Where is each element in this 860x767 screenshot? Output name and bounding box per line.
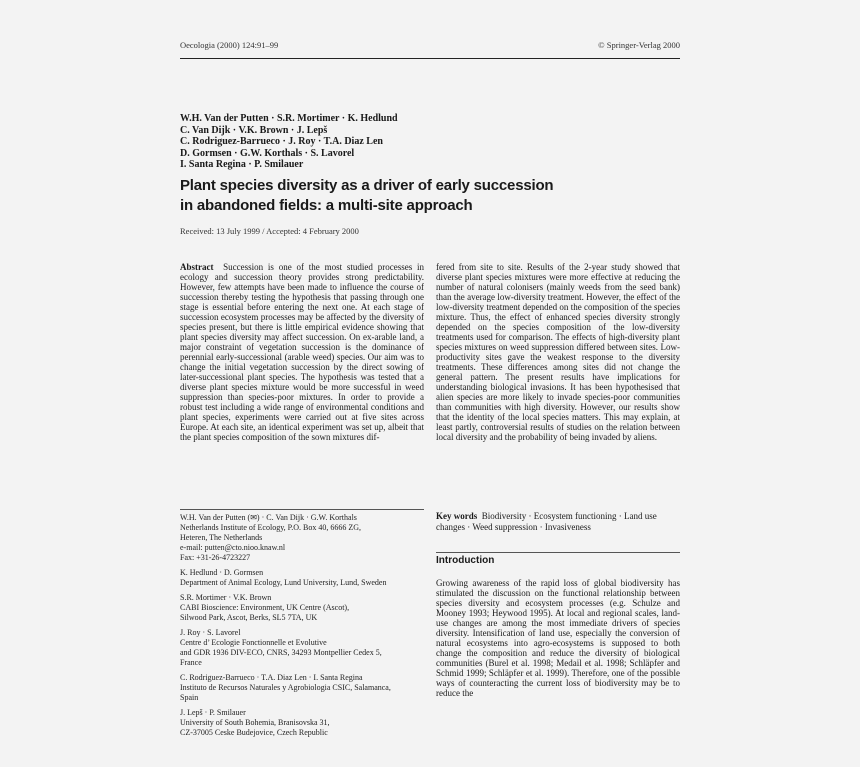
introduction-text: Growing awareness of the rapid loss of global biodiversity has stimulated the discussion on the functional relationship between species diversity and ecosystem processes (e.g. Schulze and Mooney 1993; Heywood 1995). At local and regional scales, land-use changes are among the most immediate drivers of species diversity. Intensification of land use, especially the conversion of natural ecosystems into agro-ecosystems is supposed to both change the composition and reduce the diversity of biological communities (Burel et al. 1998; Medail et al. 1998; Schläpfer and Schmid 1999; Schläpfer et al. 1999). Therefore, one of the possible ways of counteracting the current loss of biodiversity may be to reduce the	[436, 578, 680, 698]
affiliation-line: K. Hedlund · D. Gormsen	[180, 568, 264, 577]
keywords	[436, 511, 680, 533]
affiliation-line: Fax: +31-26-4723227	[180, 553, 251, 562]
affiliation-line: Instituto de Recursos Naturales y Agrobiologia CSIC, Salamanca,	[180, 683, 391, 692]
article-title	[180, 176, 680, 216]
affiliation-block	[180, 628, 424, 668]
affiliation-line: Silwood Park, Ascot, Berks, SL5 7TA, UK	[180, 613, 318, 622]
author-list	[180, 113, 510, 171]
affiliation-line: J. Roy · S. Lavorel	[180, 628, 241, 637]
affiliation-line: J. Lepš · P. Smilauer	[180, 708, 246, 717]
affiliation-block	[180, 673, 424, 703]
affiliation-line: Spain	[180, 693, 199, 702]
abstract-column-right	[436, 262, 680, 442]
title-line-2: in abandoned fields: a multi-site approach	[180, 197, 473, 214]
affiliation-line: CABI Bioscience: Environment, UK Centre (Ascot),	[180, 603, 350, 612]
introduction-heading: Introduction	[436, 555, 495, 566]
affiliation-rule	[180, 509, 424, 510]
received-dates: Received: 13 July 1999 / Accepted: 4 February 2000	[180, 226, 359, 236]
affiliation-block	[180, 593, 424, 623]
introduction-rule	[436, 552, 680, 553]
author-line: W.H. Van der Putten · S.R. Mortimer · K. Hedlund	[180, 113, 398, 124]
copyright-notice: © Springer-Verlag 2000	[598, 40, 680, 50]
affiliation-line: Department of Animal Ecology, Lund University, Lund, Sweden	[180, 578, 387, 587]
affiliation-line: W.H. Van der Putten (✉) · C. Van Dijk · G.W. Korthals	[180, 513, 357, 522]
abstract-text-right: fered from site to site. Results of the 2-year study showed that diverse plant species mixtures were more effective at reducing the number of natural colonisers (mainly weeds from the seed bank) than the average low-diversity treatment. However, the effect of the low-diversity treatment depended on the composition of the species mixture. Thus, the effect of enhanced species diversity strongly depended on the species composition of the low-diversity treatments used for comparison. The effects of high-diversity plant species mixtures on weed suppression differed between sites. Low-productivity sites gave the weakest response to the diversity treatments. These differences among sites did not change the general pattern. The present results have implications for understanding biological invasions. It has been hypothesised that alien species are more likely to invade species-poor communities than communities with high diversity. However, our results show that the identity of the local species matters. This may explain, at least partly, controversial results of studies on the relation between local diversity and the probability of being invaded by aliens.	[436, 262, 680, 442]
affiliation-block	[180, 513, 424, 563]
author-line: C. Rodriguez-Barrueco · J. Roy · T.A. Diaz Len	[180, 136, 383, 147]
affiliation-email[interactable]: e-mail: putten@cto.nioo.knaw.nl	[180, 543, 286, 552]
affiliation-line: Heteren, The Netherlands	[180, 533, 263, 542]
abstract-label: Abstract	[180, 262, 214, 272]
affiliation-line: France	[180, 658, 202, 667]
affiliation-line: S.R. Mortimer · V.K. Brown	[180, 593, 272, 602]
affiliation-line: Netherlands Institute of Ecology, P.O. Box 40, 6666 ZG,	[180, 523, 362, 532]
affiliation-line: CZ-37005 Ceske Budejovice, Czech Republic	[180, 728, 328, 737]
author-line: C. Van Dijk · V.K. Brown · J. Lepš	[180, 124, 328, 136]
author-line: D. Gormsen · G.W. Korthals · S. Lavorel	[180, 147, 355, 159]
affiliation-line: Centre d’ Ecologie Fonctionnelle et Evolutive	[180, 638, 327, 647]
affiliation-line: University of South Bohemia, Branisovska 31,	[180, 718, 330, 727]
title-line-1: Plant species diversity as a driver of early succession	[180, 177, 554, 194]
header-rule	[180, 58, 680, 59]
affiliation-block	[180, 708, 424, 738]
keywords-text: Biodiversity · Ecosystem functioning · Land use changes · Weed suppression · Invasiveness	[436, 511, 657, 532]
affiliation-block	[180, 568, 424, 588]
abstract-column-left	[180, 262, 424, 442]
author-line: I. Santa Regina · P. Smilauer	[180, 159, 304, 170]
affiliation-line: and GDR 1936 DIV-ECO, CNRS, 34293 Montpellier Cedex 5,	[180, 648, 382, 657]
affiliations	[180, 513, 424, 743]
journal-citation: Oecologia (2000) 124:91–99	[180, 40, 279, 50]
abstract-text-left: Succession is one of the most studied processes in ecology and succession theory provides strong predictability. However, few attempts have been made to influence the course of succession thereby testing the hypothesis that passing through one stage is essential before entering the next one. At each stage of succession ecosystem processes may be affected by the diversity of species present, but there is little empirical evidence showing that plant species diversity may affect succession. On ex-arable land, a major constraint of vegetation succession is the dominance of perennial early-successional (arable weed) species. Our aim was to change the initial vegetation succession by the direct sowing of later-successional plant species. The hypothesis was tested that a diverse plant species mixture would be more successful in weed suppression than species-poor mixtures. In order to provide a robust test including a wide range of environmental conditions and plant species, experiments were carried out at five sites across Europe. At each site, an identical experiment was set up, albeit that the plant species composition of the sown mixtures dif-	[180, 262, 424, 442]
affiliation-line: C. Rodriguez-Barrueco · T.A. Diaz Len · I. Santa Regina	[180, 673, 363, 682]
keywords-label: Key words	[436, 511, 478, 521]
